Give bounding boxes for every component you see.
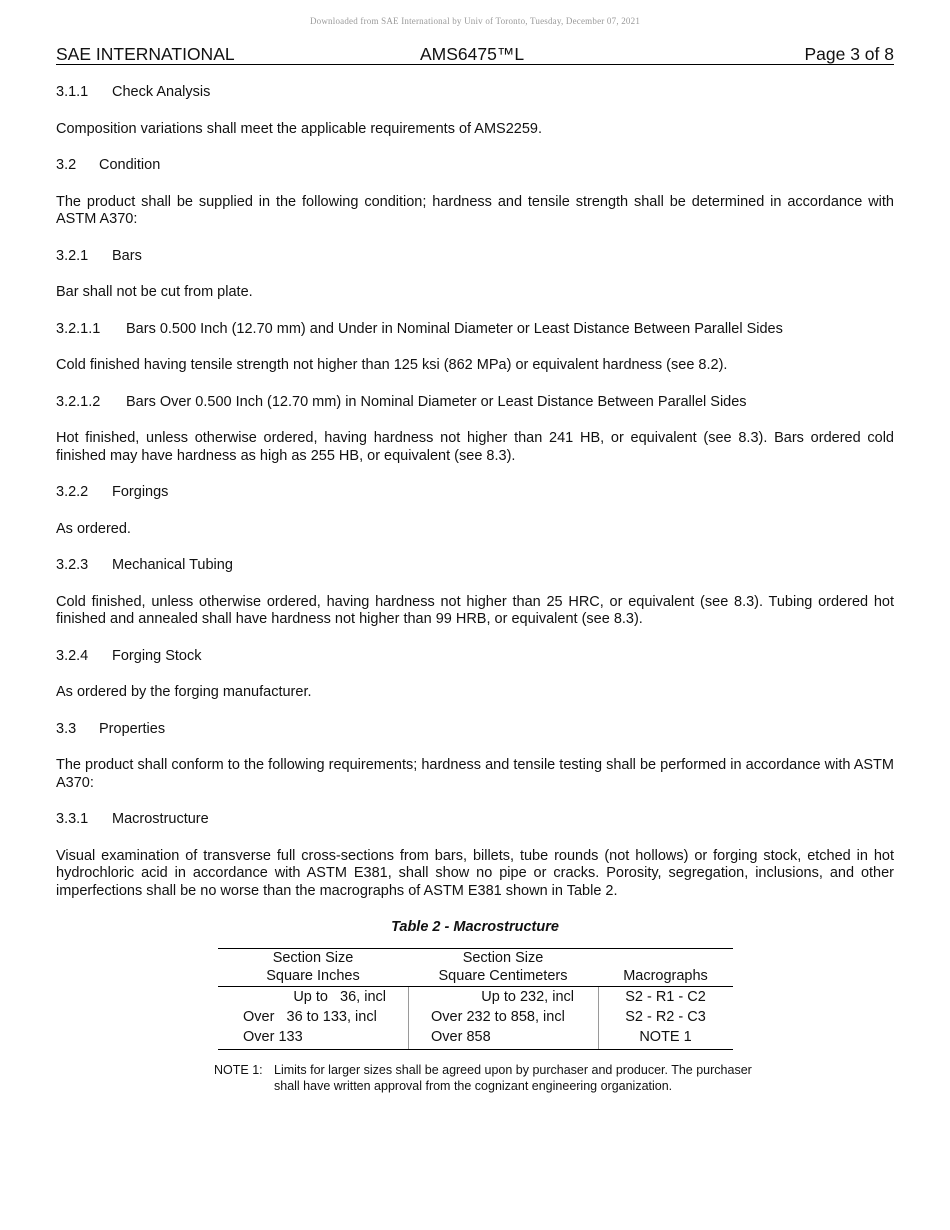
column-divider [408, 987, 409, 1049]
paragraph-3-2-1-2: Hot finished, unless otherwise ordered, having hardness not higher than 241 HB, or equivalent (see 8.3). Bars ordered cold finished may have hardness as high as 255 HB, or equivalent (see 8.3). [56, 430, 894, 464]
heading-3-2-4 [56, 648, 894, 666]
table-2-title: Table 2 - Macrostructure [391, 919, 559, 935]
heading-title: Bars [112, 247, 142, 264]
heading-number: 3.2.1.1 [56, 320, 101, 337]
heading-title: Check Analysis [112, 84, 211, 100]
paragraph-3-2-3: Cold finished, unless otherwise ordered, having hardness not higher than 25 HRC, or equivalent (see 8.3). Tubing ordered hot finished and annealed shall have hardness not higher than 99 HRB, or equivalent (see 8.3). [56, 593, 894, 627]
cell-centimeters: Over 858 [431, 1028, 491, 1045]
header-square-inches: Square Inches [266, 967, 360, 984]
note-label: NOTE 1: [214, 1062, 263, 1077]
heading-3-2-1-2 [56, 394, 894, 412]
heading-number: 3.3 [56, 720, 77, 737]
heading-title: Bars Over 0.500 Inch (12.70 mm) in Nominal Diameter or Least Distance Between Parallel Sides [126, 393, 747, 410]
heading-number: 3.2.1 [56, 247, 89, 264]
heading-title: Mechanical Tubing [112, 557, 233, 573]
header-square-centimeters: Square Centimeters [438, 967, 568, 984]
paragraph-3-1-1: Composition variations shall meet the applicable requirements of AMS2259. [56, 120, 543, 137]
heading-title: Condition [99, 157, 161, 173]
cell-inches: Over 133 [243, 1028, 303, 1045]
download-watermark: Downloaded from SAE International by Univ of Toronto, Tuesday, December 07, 2021 [309, 16, 641, 26]
heading-title: Bars 0.500 Inch (12.70 mm) and Under in Nominal Diameter or Least Distance Between Parallel Sides [126, 320, 783, 337]
heading-number: 3.2.1.2 [56, 393, 101, 410]
table-2-note [214, 1062, 754, 1095]
paragraph-3-3-1: Visual examination of transverse full cross-sections from bars, billets, tube rounds (not hollows) or forging stock, etched in hot hydrochloric acid in accordance with ASTM E381, shall show no pipe or cracks. Porosity, segregation, inclusions, and other imperfections shall be no worse than the macrographs of ASTM E381 shown in Table 2. [56, 847, 894, 899]
cell-macrographs: S2 - R2 - C3 [625, 1008, 706, 1025]
heading-3-2-1-1 [56, 321, 894, 339]
column-divider [598, 987, 599, 1049]
heading-3-1-1 [56, 84, 894, 102]
heading-3-2-1 [56, 248, 894, 266]
heading-title: Macrostructure [112, 811, 209, 827]
cell-macrographs: S2 - R1 - C2 [625, 988, 706, 1005]
heading-3-2-3 [56, 557, 894, 575]
heading-number: 3.3.1 [56, 811, 89, 827]
table-row [218, 988, 733, 1008]
heading-title: Properties [99, 720, 166, 737]
document-body [56, 84, 894, 1095]
paragraph-3-2-1: Bar shall not be cut from plate. [56, 284, 253, 300]
header-page-number: Page 3 of 8 [804, 44, 894, 64]
heading-3-3-1 [56, 811, 894, 829]
cell-macrographs: NOTE 1 [639, 1028, 692, 1045]
heading-number: 3.2 [56, 157, 77, 173]
paragraph-3-3: The product shall conform to the following requirements; hardness and tensile testing shall be performed in accordance with ASTM A370: [56, 757, 894, 791]
cell-inches: Up to 36, incl [293, 988, 386, 1005]
heading-3-3 [56, 721, 894, 739]
paragraph-3-2-1-1: Cold finished having tensile strength not higher than 125 ksi (862 MPa) or equivalent hardness (see 8.2). [56, 357, 728, 373]
header-doc-number: AMS6475™L [420, 44, 525, 64]
note-text: Limits for larger sizes shall be agreed upon by purchaser and producer. The purchaser shall have written approval from the cognizant engineering organization. [274, 1062, 752, 1093]
cell-inches: Over 36 to 133, incl [243, 1008, 377, 1025]
heading-3-2 [56, 157, 894, 175]
header-org: SAE INTERNATIONAL [56, 44, 235, 64]
header-section-size-in: Section Size [272, 949, 354, 966]
heading-number: 3.1.1 [56, 84, 89, 100]
cell-centimeters: Over 232 to 858, incl [431, 1008, 565, 1025]
paragraph-3-2-4: As ordered by the forging manufacturer. [56, 684, 312, 700]
table-row [218, 1008, 733, 1028]
heading-title: Forgings [112, 484, 169, 500]
table-row [218, 1028, 733, 1048]
paragraph-3-2: The product shall be supplied in the following condition; hardness and tensile strength shall be determined in accordance with ASTM A370: [56, 193, 894, 227]
heading-number: 3.2.3 [56, 557, 89, 573]
header-macrographs: Macrographs [623, 967, 708, 984]
heading-number: 3.2.4 [56, 647, 89, 664]
table-header [218, 949, 733, 987]
table-body [218, 987, 733, 1049]
header-section-size-cm: Section Size [462, 949, 544, 966]
macrostructure-table [218, 948, 733, 1050]
heading-3-2-2 [56, 484, 894, 502]
cell-centimeters: Up to 232, incl [481, 988, 574, 1005]
page-header [56, 44, 894, 65]
heading-title: Forging Stock [112, 647, 202, 664]
heading-number: 3.2.2 [56, 484, 89, 500]
paragraph-3-2-2: As ordered. [56, 520, 131, 537]
